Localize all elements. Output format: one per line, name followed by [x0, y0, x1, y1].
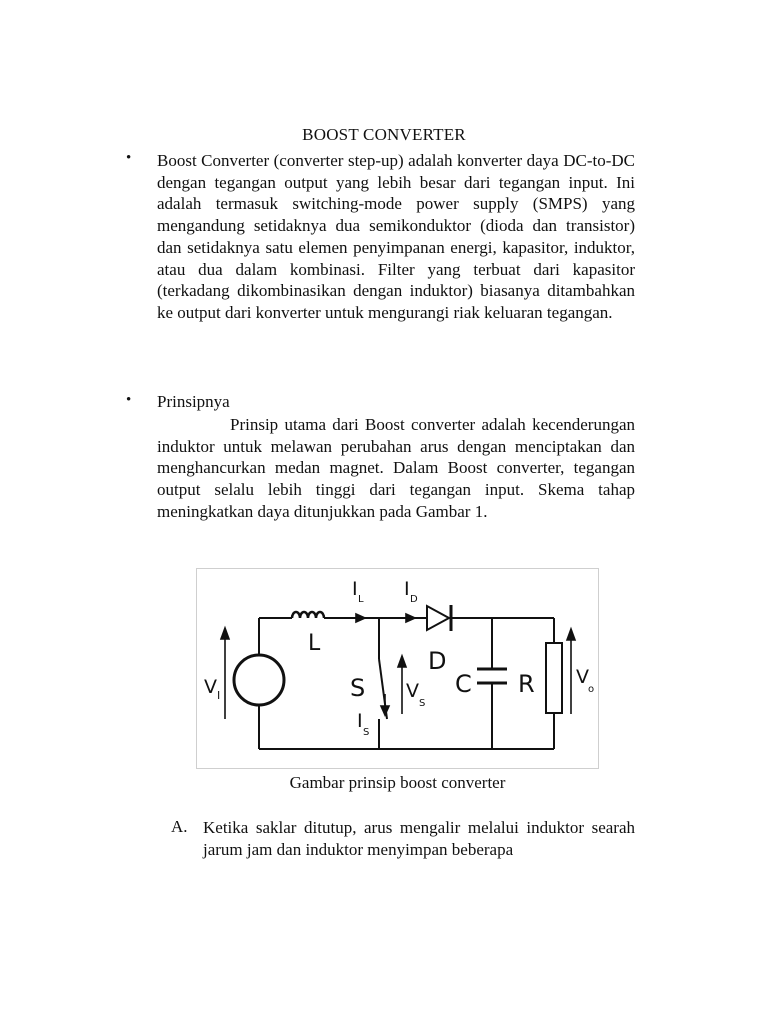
label-id: I: [404, 578, 410, 600]
label-is: I: [357, 710, 363, 732]
list-item-text: Ketika saklar ditutup, arus mengalir melalui induktor searah jarum jam dan induktor menyimpan beberapa: [203, 818, 635, 859]
label-inductor: L: [308, 631, 321, 656]
label-is-sub: S: [363, 727, 370, 738]
list-item-marker: A.: [171, 817, 188, 836]
label-vi-sub: I: [217, 689, 221, 702]
inductor-symbol: [292, 612, 324, 618]
boost-converter-circuit-figure: [196, 568, 599, 769]
resistor-symbol: [546, 643, 562, 713]
label-vs: V: [406, 680, 419, 702]
circuit-diagram: [197, 569, 598, 768]
label-capacitor: C: [455, 670, 472, 698]
label-diode: D: [428, 647, 447, 675]
figure-caption: Gambar prinsip boost converter: [289, 773, 506, 792]
label-il-sub: L: [358, 594, 364, 605]
label-il: I: [352, 578, 358, 600]
document-title: BOOST CONVERTER: [302, 125, 466, 144]
paragraph-definition: Boost Converter (converter step-up) adalah konverter daya DC-to-DC dengan tegangan output yang lebih besar dari tegangan input. Ini adalah termasuk switching-mode power supply (SMPS) yang mengandung setidaknya dua semikonduktor (dioda dan transistor) dan setidaknya satu elemen penyimpanan energi, kapasitor, induktor, atau dua dalam kombinasi. Filter yang terbuat dari kapasitor (terkadang dikombinasikan dengan induktor) biasanya ditambahkan ke output dari konverter untuk mengurangi riak keluaran tegangan.: [157, 151, 635, 322]
label-switch: S: [350, 674, 366, 702]
label-vo: V: [576, 666, 589, 688]
label-vi: V: [204, 676, 217, 698]
label-resistor: R: [518, 670, 535, 698]
label-vs-sub: S: [419, 698, 426, 709]
bullet-marker: •: [126, 150, 132, 166]
label-id-sub: D: [410, 594, 418, 605]
paragraph-principle: Prinsip utama dari Boost converter adalah kecenderungan induktor untuk melawan perubahan arus dengan menciptakan dan menghancurkan medan magnet. Dalam Boost converter, tegangan output selalu lebih tinggi dari tegangan input. Skema tahap meningkatkan daya ditunjukkan pada Gambar 1.: [157, 415, 635, 521]
label-vo-sub: o: [588, 684, 595, 695]
voltage-source-symbol: [234, 655, 284, 705]
section-heading-prinsipnya: Prinsipnya: [157, 392, 230, 411]
current-arrows: [221, 614, 575, 719]
diode-symbol: [427, 606, 449, 630]
bullet-marker: •: [126, 392, 132, 408]
